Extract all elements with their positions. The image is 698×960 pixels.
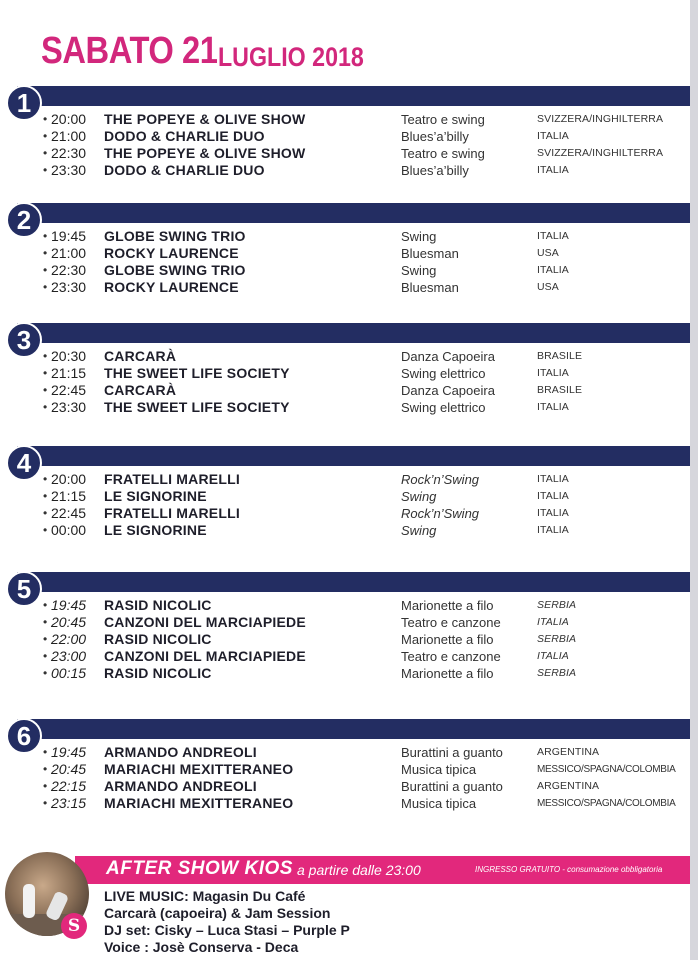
bullet-icon: • <box>43 383 48 397</box>
country: ITALIA <box>537 367 569 379</box>
country: ITALIA <box>537 130 569 142</box>
bullet-icon: • <box>43 129 48 143</box>
country: SVIZZERA/INGHILTERRA <box>537 147 664 159</box>
after-show-line: Carcarà (capoeira) & Jam Session <box>104 905 331 921</box>
schedule-row <box>0 348 690 365</box>
bullet-icon: • <box>43 112 48 126</box>
act-name: LE SIGNORINE <box>104 522 207 538</box>
country: BRASILE <box>537 384 583 396</box>
time: 22:30 <box>51 145 87 161</box>
schedule-row <box>0 631 690 648</box>
act-name: RASID NICOLIC <box>104 597 212 613</box>
title-month: LUGLIO 2018 <box>218 42 364 72</box>
time: 20:00 <box>51 111 87 127</box>
genre: Swing <box>401 263 437 278</box>
schedule-row <box>0 761 690 778</box>
genre: Blues’a’billy <box>401 129 469 144</box>
country: USA <box>537 247 559 259</box>
schedule-row <box>0 128 690 145</box>
time: 00:00 <box>51 522 87 538</box>
genre: Musica tipica <box>401 762 477 777</box>
time: 19:45 <box>51 597 87 613</box>
act-name: GLOBE SWING TRIO <box>104 262 246 278</box>
act-name: ARMANDO ANDREOLI <box>104 744 257 760</box>
schedule-row <box>0 665 690 682</box>
genre: Rock’n’Swing <box>401 506 480 521</box>
act-name: GLOBE SWING TRIO <box>104 228 246 244</box>
genre: Musica tipica <box>401 796 477 811</box>
act-name: LE SIGNORINE <box>104 488 207 504</box>
schedule-row <box>0 471 690 488</box>
bullet-icon: • <box>43 489 48 503</box>
act-name: THE SWEET LIFE SOCIETY <box>104 365 290 381</box>
act-name: RASID NICOLIC <box>104 631 212 647</box>
schedule-row <box>0 744 690 761</box>
act-name: FRATELLI MARELLI <box>104 505 240 521</box>
time: 21:00 <box>51 245 87 261</box>
act-name: ARMANDO ANDREOLI <box>104 778 257 794</box>
genre: Swing elettrico <box>401 366 486 381</box>
genre: Swing <box>401 229 437 244</box>
genre: Swing <box>401 489 437 504</box>
section-bar <box>17 572 690 592</box>
genre: Burattini a guanto <box>401 745 503 760</box>
country: ITALIA <box>537 507 569 519</box>
schedule-row <box>0 162 690 179</box>
time: 21:00 <box>51 128 87 144</box>
country: BRASILE <box>537 350 583 362</box>
schedule-row <box>0 262 690 279</box>
act-name: CARCARÀ <box>104 348 177 364</box>
bullet-icon: • <box>43 632 48 646</box>
country: ITALIA <box>537 490 569 502</box>
schedule-row <box>0 488 690 505</box>
country: ITALIA <box>537 650 569 662</box>
act-name: CANZONI DEL MARCIAPIEDE <box>104 614 306 630</box>
section-bar <box>17 446 690 466</box>
genre: Swing elettrico <box>401 400 486 415</box>
bullet-icon: • <box>43 666 48 680</box>
act-name: ROCKY LAURENCE <box>104 245 239 261</box>
time: 20:30 <box>51 348 87 364</box>
schedule-row <box>0 279 690 296</box>
genre: Blues’a’billy <box>401 163 469 178</box>
country: SERBIA <box>537 599 577 611</box>
schedule-row <box>0 648 690 665</box>
stage-number-badge: 2 <box>6 202 42 238</box>
act-name: CARCARÀ <box>104 382 177 398</box>
genre: Marionette a filo <box>401 666 494 681</box>
genre: Marionette a filo <box>401 632 494 647</box>
bullet-icon: • <box>43 163 48 177</box>
time: 22:45 <box>51 382 87 398</box>
bullet-icon: • <box>43 229 48 243</box>
country: ITALIA <box>537 401 569 413</box>
bullet-icon: • <box>43 615 48 629</box>
bullet-icon: • <box>43 779 48 793</box>
after-show-banner <box>75 856 690 884</box>
act-name: DODO & CHARLIE DUO <box>104 128 265 144</box>
genre: Marionette a filo <box>401 598 494 613</box>
country: ITALIA <box>537 524 569 536</box>
after-show-brand: AFTER SHOW KIOS <box>106 858 293 879</box>
schedule-row <box>0 145 690 162</box>
after-show-entry-note: INGRESSO GRATUITO - consumazione obbligatoria <box>475 865 663 874</box>
bullet-icon: • <box>43 745 48 759</box>
bullet-icon: • <box>43 762 48 776</box>
bullet-icon: • <box>43 146 48 160</box>
stage-number-badge: 1 <box>6 85 42 121</box>
schedule-row <box>0 522 690 539</box>
bullet-icon: • <box>43 472 48 486</box>
country: ARGENTINA <box>537 780 600 792</box>
bullet-icon: • <box>43 598 48 612</box>
act-name: MARIACHI MEXITTERANEO <box>104 761 294 777</box>
country: ITALIA <box>537 473 569 485</box>
time: 22:15 <box>51 778 87 794</box>
stage-number-badge: 3 <box>6 322 42 358</box>
bullet-icon: • <box>43 366 48 380</box>
schedule-row <box>0 228 690 245</box>
time: 21:15 <box>51 365 87 381</box>
page-title <box>41 30 364 75</box>
country: ITALIA <box>537 164 569 176</box>
after-show-lineup <box>104 888 350 956</box>
s-logo-icon: S <box>61 913 87 939</box>
act-name: MARIACHI MEXITTERANEO <box>104 795 294 811</box>
genre: Teatro e canzone <box>401 615 501 630</box>
genre: Teatro e canzone <box>401 649 501 664</box>
time: 23:30 <box>51 279 87 295</box>
genre: Bluesman <box>401 280 459 295</box>
after-show-start-time: a partire dalle 23:00 <box>297 862 421 878</box>
schedule-row <box>0 399 690 416</box>
country: SERBIA <box>537 633 577 645</box>
country: ITALIA <box>537 230 569 242</box>
act-name: CANZONI DEL MARCIAPIEDE <box>104 648 306 664</box>
act-name: THE POPEYE & OLIVE SHOW <box>104 145 306 161</box>
genre: Teatro e swing <box>401 112 485 127</box>
time: 20:00 <box>51 471 87 487</box>
time: 19:45 <box>51 744 87 760</box>
bullet-icon: • <box>43 523 48 537</box>
time: 23:30 <box>51 162 87 178</box>
schedule-row <box>0 365 690 382</box>
genre: Teatro e swing <box>401 146 485 161</box>
schedule-row <box>0 795 690 812</box>
act-name: DODO & CHARLIE DUO <box>104 162 265 178</box>
time: 19:45 <box>51 228 87 244</box>
country: ARGENTINA <box>537 746 600 758</box>
time: 20:45 <box>51 614 87 630</box>
section-bar <box>17 719 690 739</box>
time: 22:30 <box>51 262 87 278</box>
after-show-line: DJ set: Cisky – Luca Stasi – Purple P <box>104 922 350 938</box>
after-show-line: Voice : Josè Conserva - Deca <box>104 939 299 955</box>
bullet-icon: • <box>43 400 48 414</box>
country: MESSICO/SPAGNA/COLOMBIA <box>537 798 676 809</box>
title-day: SABATO 21 <box>41 30 218 72</box>
time: 22:45 <box>51 505 87 521</box>
bullet-icon: • <box>43 246 48 260</box>
bullet-icon: • <box>43 349 48 363</box>
stage-number-badge: 4 <box>6 445 42 481</box>
genre: Danza Capoeira <box>401 383 495 398</box>
country: SERBIA <box>537 667 577 679</box>
time: 00:15 <box>51 665 87 681</box>
genre: Danza Capoeira <box>401 349 495 364</box>
schedule-row <box>0 245 690 262</box>
schedule-row <box>0 614 690 631</box>
act-name: THE SWEET LIFE SOCIETY <box>104 399 290 415</box>
act-name: FRATELLI MARELLI <box>104 471 240 487</box>
country: MESSICO/SPAGNA/COLOMBIA <box>537 764 676 775</box>
section-bar <box>17 203 690 223</box>
bullet-icon: • <box>43 263 48 277</box>
schedule-row <box>0 597 690 614</box>
genre: Burattini a guanto <box>401 779 503 794</box>
act-name: ROCKY LAURENCE <box>104 279 239 295</box>
act-name: RASID NICOLIC <box>104 665 212 681</box>
time: 22:00 <box>51 631 87 647</box>
bullet-icon: • <box>43 506 48 520</box>
section-bar <box>17 86 690 106</box>
time: 21:15 <box>51 488 87 504</box>
schedule-row <box>0 111 690 128</box>
country: ITALIA <box>537 264 569 276</box>
time: 20:45 <box>51 761 87 777</box>
time: 23:00 <box>51 648 87 664</box>
genre: Bluesman <box>401 246 459 261</box>
schedule-row <box>0 382 690 399</box>
stage-number-badge: 5 <box>6 571 42 607</box>
time: 23:30 <box>51 399 87 415</box>
genre: Swing <box>401 523 437 538</box>
bullet-icon: • <box>43 280 48 294</box>
after-show-line: LIVE MUSIC: Magasin Du Café <box>104 888 306 904</box>
act-name: THE POPEYE & OLIVE SHOW <box>104 111 306 127</box>
country: USA <box>537 281 559 293</box>
bullet-icon: • <box>43 796 48 810</box>
time: 23:15 <box>51 795 87 811</box>
country: SVIZZERA/INGHILTERRA <box>537 113 664 125</box>
schedule-row <box>0 778 690 795</box>
schedule-row <box>0 505 690 522</box>
page-edge <box>690 0 698 960</box>
genre: Rock’n’Swing <box>401 472 480 487</box>
section-bar <box>17 323 690 343</box>
stage-number-badge: 6 <box>6 718 42 754</box>
bullet-icon: • <box>43 649 48 663</box>
country: ITALIA <box>537 616 569 628</box>
